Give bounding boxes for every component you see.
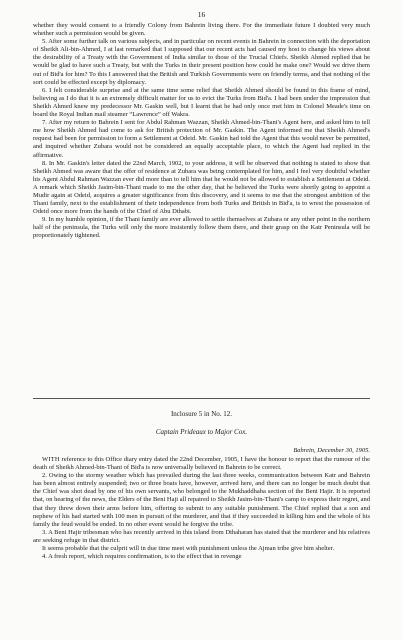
inclosure-heading: Inclosure 5 in No. 12. [170, 410, 233, 418]
paragraph: 8. In Mr. Gaskin's letter dated the 22nd March, 1902, to your address, it will be observed that nothing is stated to show that Sheikh Ahmed was aware that the offer of residence at Zubara was being contemplated for him, and I feel very doubtful whether his Agent Abdul Rahman Wazzan ever did more than to tell him that he would not be allowed to establish a Settlement at Odeid. A remark which Sheikh Jasim-bin-Thani made to me the other day, that he believed the Turks were shortly going to appoint a Mudir again at Odeid, acquires a greater significance from this discovery, and it seems to me that the strongest ambition of the Thani family, next to the establishment of their independence from both Turks and British in Bid'a, is to wrest the possession of Odeid once more from the hands of the Chief of Abu Dthabi. [33, 159, 370, 216]
date-line: Bahrein, December 30, 1905. [293, 447, 370, 454]
paragraph: 7. After my return to Bahrein I sent for Abdul Rahman Wazzan, Sheikh Ahmed-bin-Thani's Agent here, and asked him to tell me how Sheikh Ahmed had come to ask for British protection of Mr. Gaskin. The Agent informed me that Sheikh Ahmed's request had been for permission to form a Settlement at Odeid. Mr. Gaskin had told the Agent that this would never be permitted, and inquired whether Zubara would not be considered an equally acceptable place, to which the Agent had replied in the affirmative. [33, 119, 370, 159]
letter-body-top [33, 22, 370, 241]
lead-word: WITH [42, 456, 60, 463]
paragraph: 3. A Beni Hajir tribesman who has recently arrived in this island from Dthaharan has stated that the murderer and his relatives are seeking refuge in that district. [33, 528, 370, 544]
paragraph: whether they would consent to a friendly Colony from Bahrein living there. For the immediate future I doubted very much whether such a permission would be given. [33, 22, 370, 38]
correspondence-heading: Captain Prideaux to Major Cox. [155, 428, 248, 436]
paragraph-text: reference to this Office diary entry dated the 22nd December, 1905, I have the honour to report that the rumour of the death of Sheikh Ahmed-bin-Thani of Bid'a is now universally believed in Bahrein to be correct. [33, 456, 370, 472]
paragraph: 9. In my humble opinion, if the Thani family are ever allowed to settle themselves at Zubara or any other point in the northern half of the peninsula, the Turks will only the more insistently follow them there, and their grasp on the Katr Peninsula will be proportionately tightened. [33, 216, 370, 240]
section-divider [33, 398, 370, 399]
paragraph: 2. Owing to the stormy weather which has prevailed during the last three weeks, communication between Katr and Bahrein has been almost entirely suspended; two or three boats have, however, arrived here, and there can no longer be much doubt that the Chief was shot dead by one of his own servants, who belonged to the Mukhaddhaba section of the Beni Hajir. It is reported that, on hearing of the news, the Elders of the Beni Haji all repaired to Sheikh Jasim-bin-Thani's camp to express their regret, and that they threw down their arms before him, offering to submit to any suitable punishment. The Chief replied that a son and nephew of his had started with 100 men in pursuit of the murderer, and that if they succeeded in killing him and the whole of his family the feud would be ended. In no other event would he forgive the tribe. [33, 472, 370, 528]
page-number: 16 [197, 10, 206, 19]
letter-body-bottom [33, 456, 370, 561]
paragraph: It seems probable that the culprit will in due time meet with punishment unless the Ajman tribe give him shelter. [42, 545, 335, 553]
paragraph: 5. After some further talk on various subjects, and in particular on recent events in Bahrein in connection with the deportation of Sheikh Ali-bin-Ahmed, I at last remarked that I supposed that our recent acts had caused my host to change his views about the desirability of a Treaty with the Government of India similar to those of the Trucial Chiefs. Sheikh Ahmed replied that he would be glad to have such a Treaty, but with the Turks in their present position how could he make one? Would we drive them out of Bid'a for him? To this I answered that the British and Turkish Governments were on friendly terms, and that nothing of the sort could be effected except by diplomacy. [33, 38, 370, 86]
paragraph: 4. A fresh report, which requires confirmation, is to the effect that in revenge [42, 553, 242, 561]
paragraph [33, 456, 370, 472]
paragraph: 6. I felt considerable surprise and at the same time some relief that Sheikh Ahmed should be found in this frame of mind, believing as I do that it is an extremely difficult matter for us to evict the Turks from Bid'a. I had been under the impression that Sheikh Ahmed knew my predecessor Mr. Gaskin well, but I learnt that he had only once met him in Colonel Meade's time on board the Royal Indian mail steamer “Lawrence” off Wakra. [33, 86, 370, 119]
